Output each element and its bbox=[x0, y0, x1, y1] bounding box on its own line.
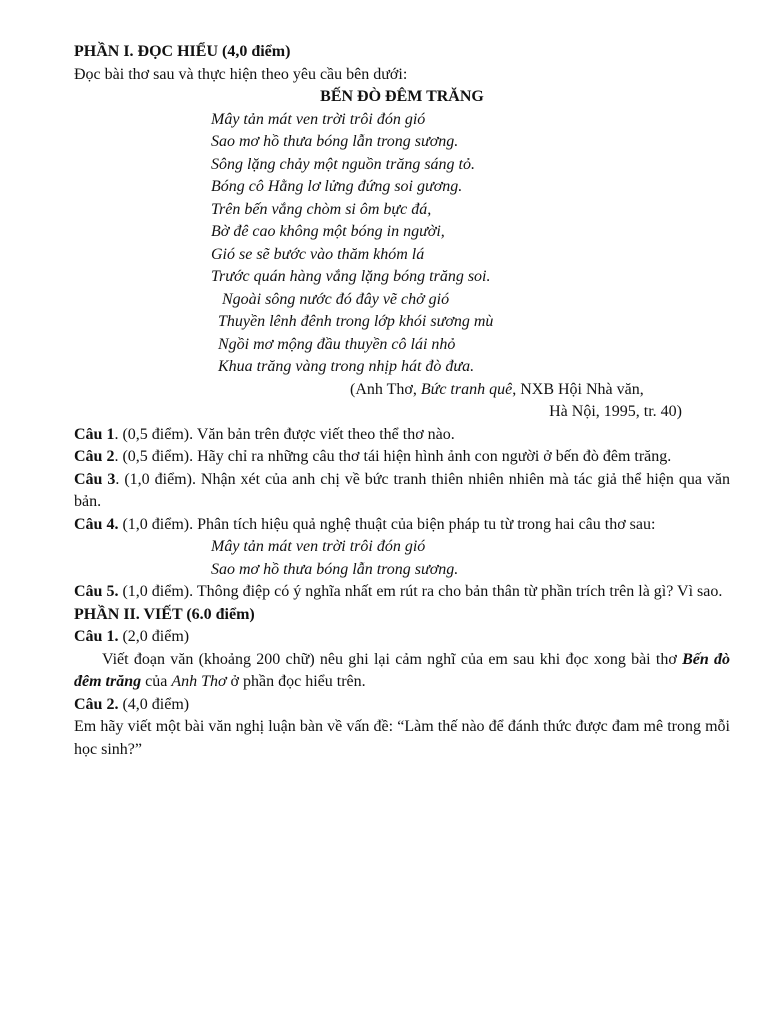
question-4: Câu 4. (1,0 điểm). Phân tích hiệu quả nghệ thuật của biện pháp tu từ trong hai câu thơ sau: bbox=[74, 515, 656, 533]
part2-heading: PHẦN II. VIẾT (6.0 điểm) bbox=[74, 605, 255, 623]
part1-instruction: Đọc bài thơ sau và thực hiện theo yêu cầu bên dưới: bbox=[74, 65, 408, 83]
quote-line: Sao mơ hồ thưa bóng lẫn trong sương. bbox=[211, 560, 459, 578]
poem-line: Gió se sẽ bước vào thăm khóm lá bbox=[211, 245, 425, 263]
question-3: Câu 3. (1,0 điểm). Nhận xét của anh chị về bức tranh thiên nhiên nhiên mà tác giả thể hiện qua văn bản. bbox=[74, 470, 731, 510]
poem-line: Sao mơ hồ thưa bóng lẫn trong sương. bbox=[211, 133, 459, 150]
poem-line: Trên bến vắng chòm si ôm bực đá, bbox=[211, 200, 432, 218]
poem-line: Bờ đê cao không một bóng in người, bbox=[211, 223, 445, 240]
poem-body bbox=[211, 109, 730, 379]
question-2: Câu 2. (0,5 điểm). Hãy chỉ ra những câu thơ tái hiện hình ảnh con người ở bến đò đêm trăng. bbox=[74, 448, 672, 465]
part2-q1-text: Viết đoạn văn (khoảng 200 chữ) nêu ghi lại cảm nghĩ của em sau khi đọc xong bài thơ Bến đò đêm trăng của Anh Thơ ở phần đọc hiểu trên. bbox=[74, 650, 731, 690]
poem-line: Khua trăng vàng trong nhịp hát đò đưa. bbox=[218, 358, 475, 375]
part2-q2-text: Em hãy viết một bài văn nghị luận bàn về vấn đề: “Làm thế nào để đánh thức được đam mê trong mỗi học sinh?” bbox=[74, 718, 730, 758]
question-5: Câu 5. (1,0 điểm). Thông điệp có ý nghĩa nhất em rút ra cho bản thân từ phần trích trên là gì? Vì sao. bbox=[74, 583, 723, 600]
part2-q2-header: Câu 2. (4,0 điểm) bbox=[74, 695, 190, 713]
part2-q1-header: Câu 1. (2,0 điểm) bbox=[74, 628, 190, 645]
question-1: Câu 1. (0,5 điểm). Văn bản trên được viết theo thể thơ nào. bbox=[74, 425, 455, 443]
part1-heading: PHẦN I. ĐỌC HIỂU (4,0 điểm) bbox=[74, 43, 291, 60]
poem-line: Sông lặng chảy một nguồn trăng sáng tỏ. bbox=[211, 155, 475, 173]
poem-line: Trước quán hàng vắng lặng bóng trăng soi. bbox=[211, 268, 491, 285]
poem-source-line2: Hà Nội, 1995, tr. 40) bbox=[549, 403, 682, 420]
poem-line: Mây tản mát ven trời trôi đón gió bbox=[211, 110, 426, 128]
poem-title: BẾN ĐÒ ĐÊM TRĂNG bbox=[320, 88, 484, 105]
poem-line: Bóng cô Hằng lơ lửng đứng soi gương. bbox=[211, 178, 463, 195]
question-4-quote bbox=[211, 536, 730, 581]
poem-source: (Anh Thơ, Bức tranh quê, NXB Hội Nhà văn, bbox=[350, 380, 644, 398]
poem-line: Ngồi mơ mộng đầu thuyền cô lái nhỏ bbox=[218, 335, 456, 353]
quote-line: Mây tản mát ven trời trôi đón gió bbox=[211, 538, 426, 555]
poem-line: Ngoài sông nước đó đây vẽ chở gió bbox=[222, 290, 450, 308]
poem-line: Thuyền lênh đênh trong lớp khói sương mù bbox=[218, 313, 494, 330]
